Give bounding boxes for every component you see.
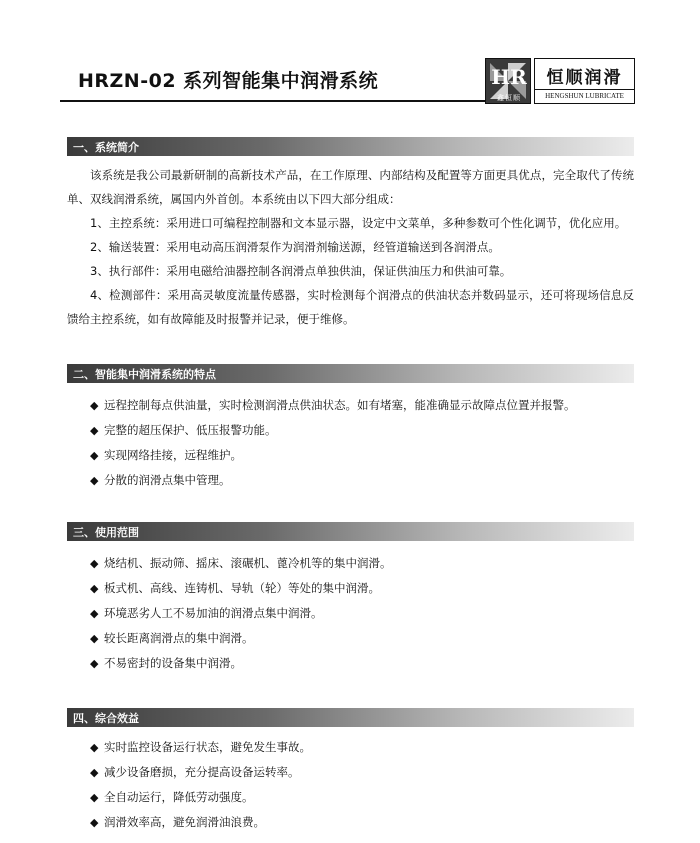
page-title: HRZN-02 系列智能集中润滑系统 xyxy=(78,70,379,92)
intro-item-4: 4、检测部件：采用高灵敏度流量传感器，实时检测每个润滑点的供油状态并数码显示，还可将现场信息反馈给主控系统，如有故障能及时报警并记录，便于维修。 xyxy=(67,288,634,326)
list-item: ◆ 分散的润滑点集中管理。 xyxy=(90,468,630,493)
diamond-bullet-icon: ◆ xyxy=(90,657,99,670)
list-item: ◆ 减少设备磨损，充分提高设备运转率。 xyxy=(90,760,630,785)
intro-item-3: 3、执行部件：采用电磁给油器控制各润滑点单独供油，保证供油压力和供油可靠。 xyxy=(90,264,512,278)
diamond-bullet-icon: ◆ xyxy=(90,582,99,595)
diamond-bullet-icon: ◆ xyxy=(90,424,99,437)
intro-paragraph: 该系统是我公司最新研制的高新技术产品，在工作原理、内部结构及配置等方面更具优点，完全取代了传统单、双线润滑系统，属国内外首创。本系统由以下四大部分组成： xyxy=(67,168,634,206)
list-item: ◆ 全自动运行，降低劳动强度。 xyxy=(90,785,630,810)
list-item: ◆ 烧结机、振动筛、摇床、滚碾机、蓖冷机等的集中润滑。 xyxy=(90,551,630,576)
diamond-bullet-icon: ◆ xyxy=(90,607,99,620)
features-list xyxy=(90,393,630,493)
benefits-list xyxy=(90,735,630,835)
section-heading-benefits xyxy=(67,708,634,727)
diamond-bullet-icon: ◆ xyxy=(90,766,99,779)
page-header xyxy=(60,58,634,104)
section-heading-intro xyxy=(67,137,634,156)
diamond-bullet-icon: ◆ xyxy=(90,741,99,754)
list-item: ◆ 远程控制每点供油量，实时检测润滑点供油状态。如有堵塞，能准确显示故障点位置并报警。 xyxy=(90,393,630,418)
diamond-bullet-icon: ◆ xyxy=(90,632,99,645)
list-item: ◆ 不易密封的设备集中润滑。 xyxy=(90,651,630,676)
section-heading-text: 三、使用范围 xyxy=(73,526,139,539)
company-logo xyxy=(485,58,635,104)
list-item: ◆ 环境恶劣人工不易加油的润滑点集中润滑。 xyxy=(90,601,630,626)
diamond-bullet-icon: ◆ xyxy=(90,791,99,804)
logo-mark-icon xyxy=(485,58,531,104)
scope-list xyxy=(90,551,630,676)
list-item: ◆ 润滑效率高，避免润滑油浪费。 xyxy=(90,810,630,835)
list-item: ◆ 板式机、高线、连铸机、导轨（轮）等处的集中润滑。 xyxy=(90,576,630,601)
logo-brand-cn: 鑫恒顺 xyxy=(497,94,521,102)
list-item: ◆ 完整的超压保护、低压报警功能。 xyxy=(90,418,630,443)
list-item: ◆ 实时监控设备运行状态，避免发生事故。 xyxy=(90,735,630,760)
list-item: ◆ 实现网络挂接，远程维护。 xyxy=(90,443,630,468)
diamond-bullet-icon: ◆ xyxy=(90,816,99,829)
logo-letters: HR xyxy=(491,65,527,89)
section-heading-text: 四、综合效益 xyxy=(73,712,139,725)
logo-english-name: HENGSHUN LUBRICATE xyxy=(535,89,634,100)
diamond-bullet-icon: ◆ xyxy=(90,449,99,462)
intro-item-2: 2、输送装置：采用电动高压润滑泵作为润滑剂输送源，经管道输送到各润滑点。 xyxy=(90,240,500,254)
logo-wordmark xyxy=(534,58,635,104)
title-underline xyxy=(60,100,488,102)
diamond-bullet-icon: ◆ xyxy=(90,557,99,570)
diamond-bullet-icon: ◆ xyxy=(90,399,99,412)
diamond-bullet-icon: ◆ xyxy=(90,474,99,487)
section-heading-text: 一、系统简介 xyxy=(73,141,139,154)
intro-item-1: 1、主控系统：采用进口可编程控制器和文本显示器，设定中文菜单，多种参数可个性化调节，优化应用。 xyxy=(90,216,627,230)
section-heading-text: 二、智能集中润滑系统的特点 xyxy=(73,368,216,381)
section-heading-features xyxy=(67,364,634,383)
section-heading-scope xyxy=(67,522,634,541)
logo-chinese-name: 恒顺润滑 xyxy=(546,68,623,88)
list-item: ◆ 较长距离润滑点的集中润滑。 xyxy=(90,626,630,651)
